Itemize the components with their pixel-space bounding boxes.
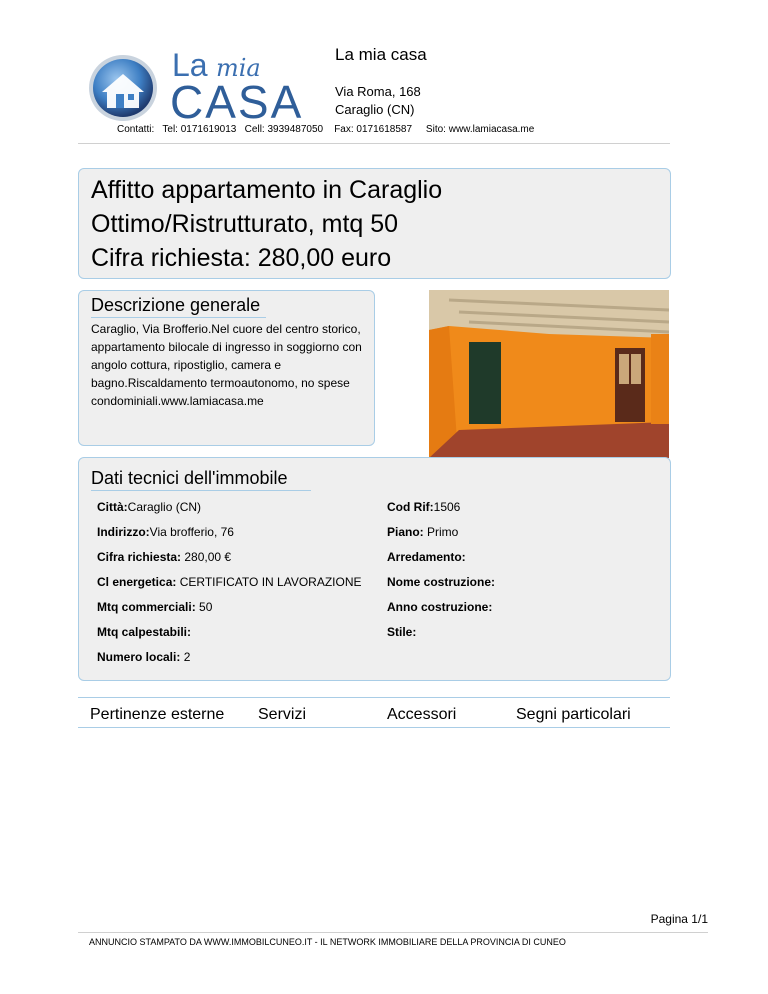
tab-accessori: Accessori [387,706,457,723]
header-divider [78,143,670,144]
tabs-divider-top [78,697,670,698]
svg-text:mia: mia [216,54,261,82]
agency-address-city: Caraglio (CN) [335,102,415,117]
tech-cell: Anno costruzione: [387,600,493,614]
tab-segni-particolari: Segni particolari [516,706,631,723]
tech-row [97,600,667,625]
description-heading: Descrizione generale [91,295,266,318]
tech-cell: Nome costruzione: [387,575,496,589]
tech-cell: Piano: Primo [387,525,459,539]
tech-cell: Città:Caraglio (CN) [97,500,202,514]
agency-logo [86,46,322,126]
logo-text-la: La [172,47,208,83]
tech-cell: Cod Rif:1506 [387,500,461,514]
description-text: Caraglio, Via Brofferio.Nel cuore del centro storico, appartamento bilocale di ingresso in soggiorno con angolo cottura, ripostiglio, camera e bagno.Riscaldamento termoautonomo, no spese condominiali.www.lamiacasa.me [91,322,362,408]
tab-pertinenze-esterne: Pertinenze esterne [90,706,225,723]
page-number: Pagina 1/1 [650,912,708,926]
tech-cell: Indirizzo:Via brofferio, 76 [97,525,234,539]
tech-row [97,575,667,600]
technical-data-heading: Dati tecnici dell'immobile [91,468,311,491]
tabs-divider-bottom [78,727,670,728]
tech-row [97,500,667,525]
tech-cell: Stile: [387,625,417,639]
listing-title: Affitto appartamento in Caraglio [91,176,443,204]
tech-row [97,525,667,550]
listing-condition: Ottimo/Ristrutturato, mtq 50 [91,210,399,238]
agency-contacts: Contatti: Tel: 0171619013 Cell: 3939487050 Fax: 0171618587 Sito: www.lamiacasa.me [117,124,535,135]
listing-title-panel [78,168,671,279]
tech-cell: Numero locali: 2 [97,650,191,664]
listing-price: Cifra richiesta: 280,00 euro [91,244,392,272]
tab-servizi: Servizi [258,706,307,723]
footer-text: ANNUNCIO STAMPATO DA WWW.IMMOBILCUNEO.IT - IL NETWORK IMMOBILIARE DELLA PROVINCIA DI CUNEO [89,937,566,947]
svg-text:CASA: CASA [170,76,304,126]
technical-data-grid [97,500,667,675]
tech-row [97,550,667,575]
technical-data-panel [78,457,671,681]
agency-name: La mia casa [335,45,427,64]
tech-cell: Arredamento: [387,550,466,564]
tech-cell: Mtq calpestabili: [97,625,192,639]
description-panel [78,290,375,446]
tech-cell: Cifra richiesta: 280,00 € [97,550,232,564]
tech-row [97,650,667,675]
tech-cell: Cl energetica: CERTIFICATO IN LAVORAZIONE [97,575,362,589]
agency-address-street: Via Roma, 168 [335,84,421,99]
tech-cell: Mtq commerciali: 50 [97,600,213,614]
tech-row [97,625,667,650]
footer-divider [78,932,708,933]
apartment-photo [429,290,669,458]
